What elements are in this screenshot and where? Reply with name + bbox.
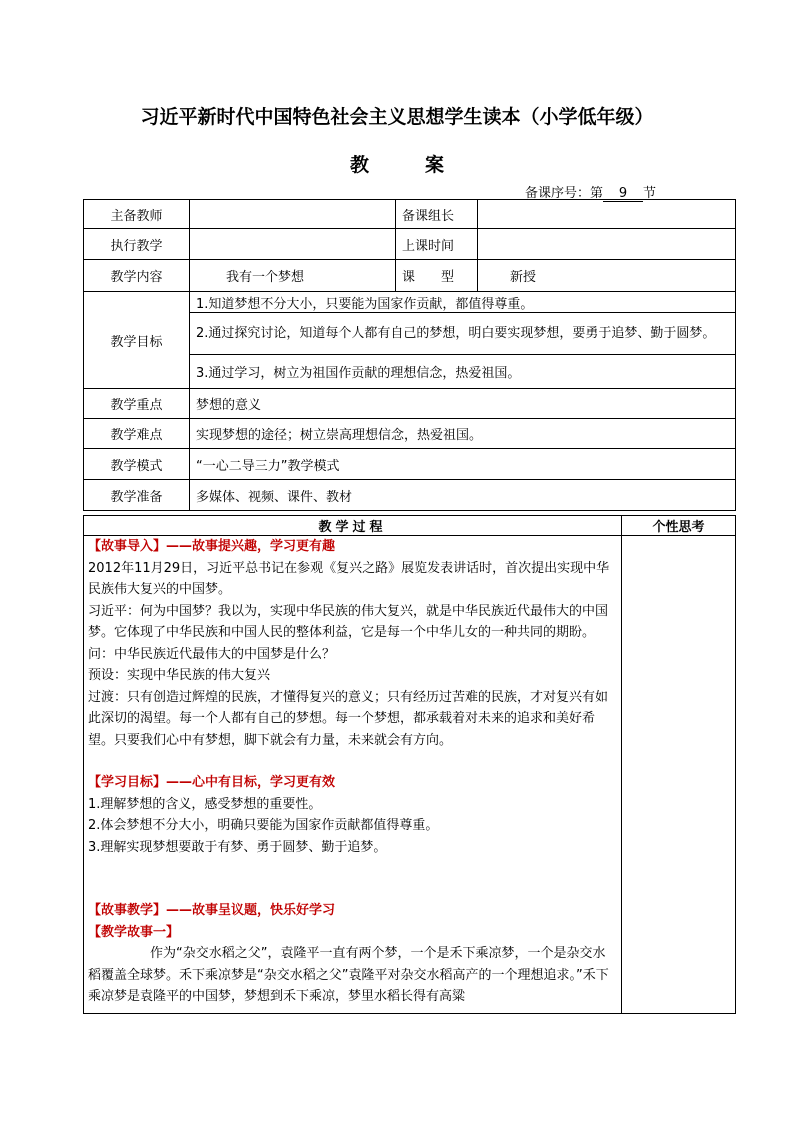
goal-item: 2.通过探究讨论，知道每个人都有自己的梦想，明白要实现梦想，要勇于追梦、勤于圆梦。 xyxy=(190,313,736,355)
section-subtitle: 【教学故事一】 xyxy=(88,924,180,940)
group-leader-label: 备课组长 xyxy=(396,200,478,229)
paragraph: 习近平：何为中国梦？我以为，实现中华民族的伟大复兴，就是中华民族近代最伟大的中国梦。它体现了中华民族和中国人民的整体利益，它是每一个中华儿女的一种共同的期盼。 xyxy=(88,603,609,640)
reflection-header: 个性思考 xyxy=(622,516,736,536)
section-title: 【学习目标】——心中有目标，学习更有效 xyxy=(88,775,336,790)
page-title: 习近平新时代中国特色社会主义思想学生读本（小学低年级） xyxy=(140,106,654,128)
table-row xyxy=(84,419,736,449)
lesson-suffix: 节 xyxy=(643,186,657,201)
reflection-column[interactable] xyxy=(622,536,736,1014)
process-content xyxy=(84,536,622,1014)
goals-label: 教学目标 xyxy=(84,292,190,389)
table-row xyxy=(84,449,736,480)
doc-subtitle xyxy=(0,150,794,177)
teaching-process-table xyxy=(83,515,736,1014)
table-row xyxy=(84,229,736,260)
lead-teacher-label: 主备教师 xyxy=(84,200,190,229)
exec-teacher-label: 执行教学 xyxy=(84,229,190,260)
paragraph: 问：中华民族近代最伟大的中国梦是什么？ xyxy=(88,646,336,662)
spacer xyxy=(88,879,617,900)
mode-value: “一心二导三力”教学模式 xyxy=(190,449,736,480)
list-item: 2.体会梦想不分大小，明确只要能为国家作贡献都值得尊重。 xyxy=(88,818,439,833)
list-item: 1.理解梦想的含义，感受梦想的重要性。 xyxy=(88,796,322,812)
table-row xyxy=(84,480,736,511)
lesson-number: 9 xyxy=(603,187,643,202)
subtitle-char: 教 xyxy=(349,154,369,176)
table-row xyxy=(84,292,736,313)
list-item: 3.理解实现梦想要敢于有梦、勇于圆梦、勤于追梦。 xyxy=(88,839,387,855)
content-value: 我有一个梦想 xyxy=(190,260,396,292)
goal-item: 1.知道梦想不分大小，只要能为国家作贡献，都值得尊重。 xyxy=(190,292,736,313)
prep-label: 教学准备 xyxy=(84,480,190,511)
subtitle-char: 案 xyxy=(425,154,445,176)
lesson-prefix: 备课序号：第 xyxy=(525,186,604,201)
paragraph: 2012年11月29日，习近平总书记在参观《复兴之路》展览发表讲话时，首次提出实现中华民族伟大复兴的中国梦。 xyxy=(88,560,610,597)
paragraph: 作为“杂交水稻之父”，袁隆平一直有两个梦，一个是禾下乘凉梦，一个是杂交水稻覆盖全球梦。禾下乘凉梦是“杂交水稻之父”袁隆平对杂交水稻高产的一个理想追求。”禾下乘凉梦是袁隆平的中国梦，梦想到禾下乘凉，梦里水稻长得有高粱 xyxy=(88,946,609,1004)
table-row xyxy=(84,516,736,536)
difficulty-label: 教学难点 xyxy=(84,419,190,449)
type-label: 课 型 xyxy=(396,260,478,292)
table-row xyxy=(84,260,736,292)
content-label: 教学内容 xyxy=(84,260,190,292)
mode-label: 教学模式 xyxy=(84,449,190,480)
difficulty-value: 实现梦想的途径；树立崇高理想信念，热爱祖国。 xyxy=(190,419,736,449)
lesson-info-table xyxy=(83,199,736,511)
spacer xyxy=(88,858,617,879)
section-title: 【故事导入】——故事提兴趣，学习更有趣 xyxy=(88,539,336,554)
key-point-label: 教学重点 xyxy=(84,389,190,419)
paragraph: 过渡：只有创造过辉煌的民族，才懂得复兴的意义；只有经历过苦难的民族，才对复兴有如此深切的渴望。每一个人都有自己的梦想。每一个梦想，都承载着对未来的追求和美好希望。只要我们心中有梦想，脚下就会有力量，未来就会有方向。 xyxy=(88,689,609,748)
lead-teacher-value[interactable] xyxy=(190,200,396,229)
table-row xyxy=(84,536,736,1014)
group-leader-value[interactable] xyxy=(478,200,736,229)
process-header: 教学过程 xyxy=(84,516,622,536)
goal-item: 3.通过学习，树立为祖国作贡献的理想信念，热爱祖国。 xyxy=(190,355,736,389)
exec-teacher-value[interactable] xyxy=(190,229,396,260)
prep-value: 多媒体、视频、课件、教材 xyxy=(190,480,736,511)
section-title: 【故事教学】——故事呈议题，快乐好学习 xyxy=(88,903,336,918)
paragraph: 预设：实现中华民族的伟大复兴 xyxy=(88,668,271,683)
table-row xyxy=(84,389,736,419)
class-time-label: 上课时间 xyxy=(396,229,478,260)
class-time-value[interactable] xyxy=(478,229,736,260)
key-point-value: 梦想的意义 xyxy=(190,389,736,419)
type-value: 新授 xyxy=(478,260,736,292)
table-row xyxy=(84,200,736,229)
spacer xyxy=(88,751,617,772)
